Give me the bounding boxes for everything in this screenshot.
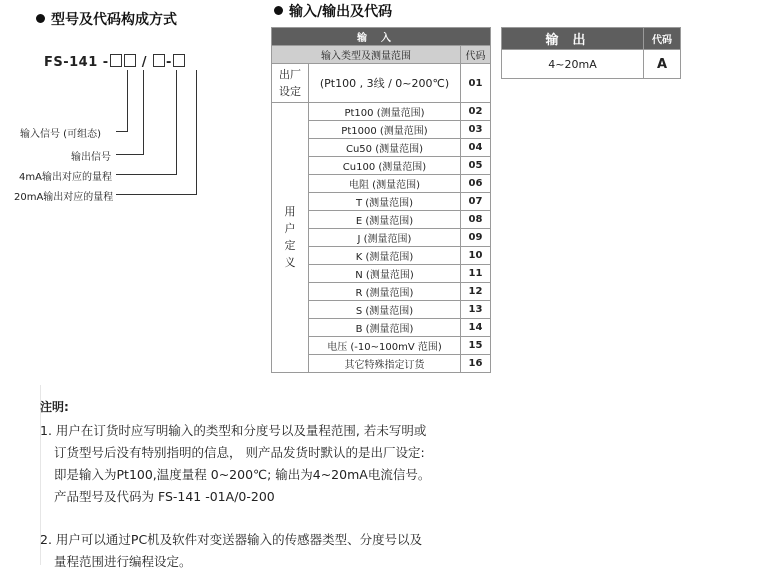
model-structure-title-text: 型号及代码构成方式 <box>51 12 177 28</box>
table-row-desc: T (测量范围) <box>309 193 461 211</box>
table-row-desc: J (测量范围) <box>309 229 461 247</box>
legend-20ma-range: 20mA输出对应的量程 <box>14 192 114 203</box>
table-row-code: 12 <box>461 283 491 301</box>
table-row-code: 05 <box>461 157 491 175</box>
table-row-desc: 电阻 (测量范围) <box>309 175 461 193</box>
table-row-code: 03 <box>461 121 491 139</box>
table-row-code: 07 <box>461 193 491 211</box>
table-row-code: 09 <box>461 229 491 247</box>
factory-group-text: 出厂设定 <box>279 67 301 98</box>
input-desc-header: 输入类型及测量范围 <box>272 46 461 64</box>
output-table <box>501 27 681 79</box>
table-row-desc: K (测量范围) <box>309 247 461 265</box>
note-line: 订货型号后没有特别指明的信息， 则产品发货时默认的是出厂设定: <box>54 445 425 460</box>
table-row-desc: R (测量范围) <box>309 283 461 301</box>
output-value: 4~20mA <box>502 50 644 79</box>
io-section-title-text: 输入/输出及代码 <box>289 4 393 20</box>
table-row-code: 06 <box>461 175 491 193</box>
table-row-desc: E (测量范围) <box>309 211 461 229</box>
factory-group-label <box>272 64 309 103</box>
table-row-code: 14 <box>461 319 491 337</box>
input-code-header: 代码 <box>461 46 491 64</box>
model-code <box>44 54 186 70</box>
connector-line <box>143 70 144 154</box>
input-header: 输入 <box>272 28 491 46</box>
table-row-code: 04 <box>461 139 491 157</box>
range-low-box <box>153 54 165 67</box>
connector-line <box>116 174 177 175</box>
connector-line <box>116 194 197 195</box>
connector-line <box>127 70 128 131</box>
connector-line <box>196 70 197 194</box>
user-group-label <box>272 103 309 373</box>
table-row-code: 16 <box>461 355 491 373</box>
output-code: A <box>644 50 681 79</box>
note-item-2 <box>40 529 510 573</box>
legend-4ma-range: 4mA输出对应的量程 <box>19 172 112 183</box>
connector-line <box>116 154 144 155</box>
bullet-icon <box>274 6 283 15</box>
table-row-code: 02 <box>461 103 491 121</box>
model-prefix: FS-141 - <box>44 55 109 70</box>
notes-title: 注明: <box>40 400 69 414</box>
table-row-desc: 其它特殊指定订货 <box>309 355 461 373</box>
table-row-desc: Pt1000 (测量范围) <box>309 121 461 139</box>
model-slash: / <box>141 55 147 70</box>
factory-desc: (Pt100 , 3线 / 0~200℃) <box>309 64 461 103</box>
note-line: 1. 用户在订货时应写明输入的类型和分度号以及量程范围, 若未写明或 <box>40 423 427 438</box>
note-item-1 <box>40 420 510 508</box>
table-row-code: 10 <box>461 247 491 265</box>
table-row-desc: Cu100 (测量范围) <box>309 157 461 175</box>
table-row-desc: 电压 (-10~100mV 范围) <box>309 337 461 355</box>
input-code-box-2 <box>124 54 136 67</box>
range-high-box <box>173 54 185 67</box>
note-line: 即是输入为Pt100,温度量程 0~200℃; 输出为4~20mA电流信号。 <box>54 467 431 482</box>
table-row-desc: B (测量范围) <box>309 319 461 337</box>
table-row-desc: Cu50 (测量范围) <box>309 139 461 157</box>
note-line: 产品型号及代码为 FS-141 -01A/0-200 <box>54 489 275 504</box>
table-row-code: 13 <box>461 301 491 319</box>
model-structure-title <box>36 9 177 29</box>
table-row-code: 11 <box>461 265 491 283</box>
connector-line <box>116 131 128 132</box>
legend-input-signal: 输入信号 (可组态) <box>20 129 101 140</box>
factory-code: 01 <box>461 64 491 103</box>
output-header: 输出 <box>502 28 644 50</box>
input-table <box>271 27 491 373</box>
user-group-text: 用户定义 <box>284 205 296 269</box>
output-code-header: 代码 <box>644 28 681 50</box>
input-code-box-1 <box>110 54 122 67</box>
note-line: 量程范围进行编程设定。 <box>54 554 192 569</box>
table-row-code: 15 <box>461 337 491 355</box>
io-section-title <box>274 1 392 21</box>
bullet-icon <box>36 14 45 23</box>
table-row-code: 08 <box>461 211 491 229</box>
notes <box>40 398 510 573</box>
connector-line <box>176 70 177 174</box>
model-dash: - <box>166 55 172 70</box>
table-row-desc: Pt100 (测量范围) <box>309 103 461 121</box>
note-line: 2. 用户可以通过PC机及软件对变送器输入的传感器类型、分度号以及 <box>40 532 423 547</box>
table-row-desc: N (测量范围) <box>309 265 461 283</box>
table-row-desc: S (测量范围) <box>309 301 461 319</box>
legend-output-signal: 输出信号 <box>71 152 111 163</box>
